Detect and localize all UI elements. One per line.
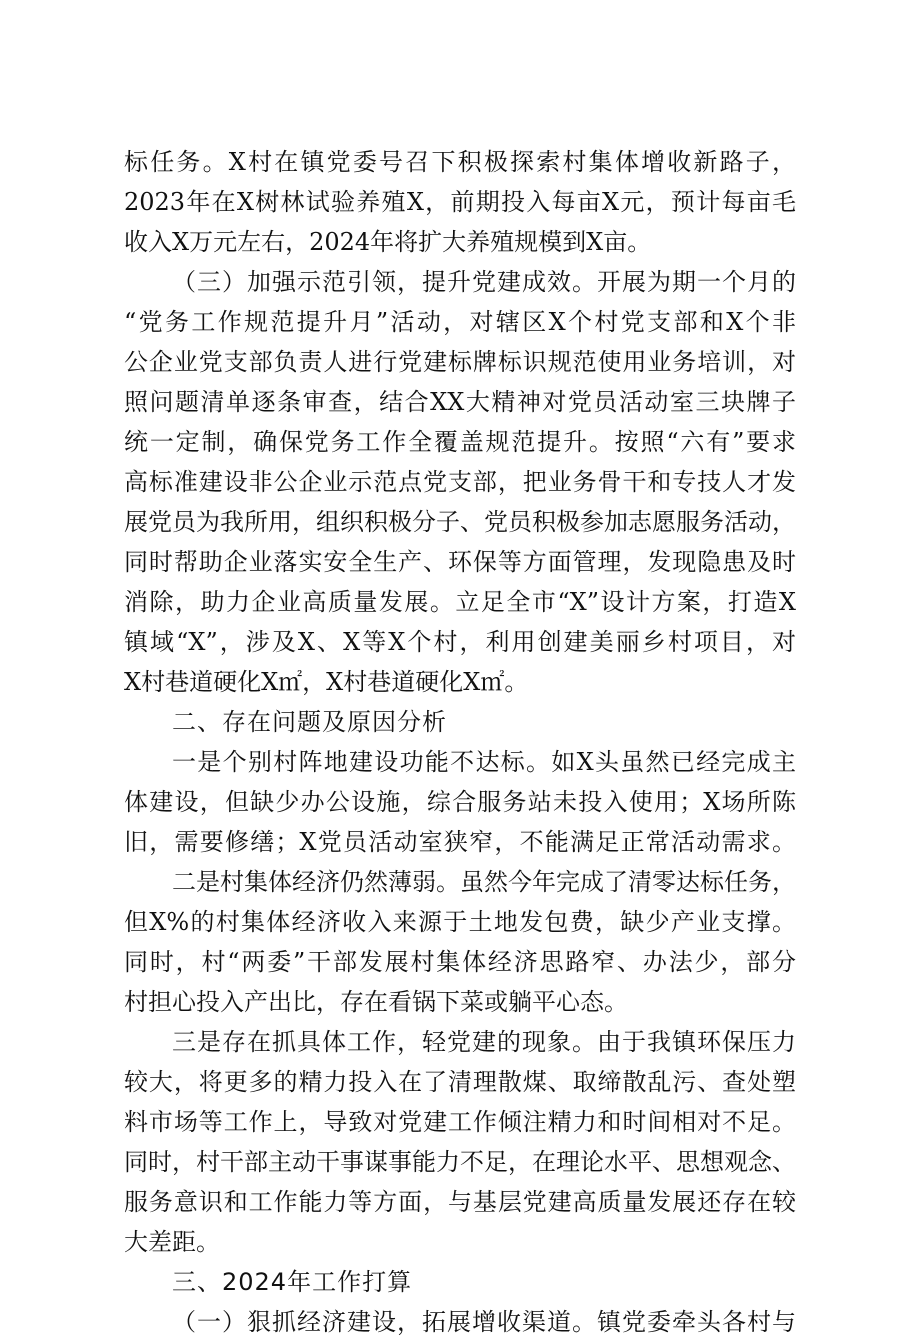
text-line: 收入X万元左右，2024年将扩大养殖规模到X亩。 xyxy=(124,228,652,256)
text-line: 较大，将更多的精力投入在了清理散煤、取缔散乱污、查处塑 xyxy=(124,1068,796,1096)
text-line: （三）加强示范引领，提升党建成效。开展为期一个月的 xyxy=(172,268,796,296)
text-line: 消除，助力企业高质量发展。立足全市“X”设计方案，打造X xyxy=(124,588,796,616)
text-line: （一）狠抓经济建设，拓展增收渠道。镇党委牵头各村与 xyxy=(172,1308,796,1336)
text-line: 镇域“X”，涉及X、X等X个村，利用创建美丽乡村项目，对 xyxy=(124,628,796,656)
section-heading: 二、存在问题及原因分析 xyxy=(172,708,447,736)
text-line: 高标准建设非公企业示范点党支部，把业务骨干和专技人才发 xyxy=(124,468,796,496)
text-line: 三是存在抓具体工作，轻党建的现象。由于我镇环保压力 xyxy=(172,1028,796,1056)
text-line: 统一定制，确保党务工作全覆盖规范提升。按照“六有”要求 xyxy=(124,428,796,456)
text-line: 村担心投入产出比，存在看锅下菜或躺平心态。 xyxy=(124,988,628,1016)
text-line: 服务意识和工作能力等方面，与基层党建高质量发展还存在较 xyxy=(124,1188,796,1216)
text-line: X村巷道硬化X㎡，X村巷道硬化X㎡。 xyxy=(124,668,529,696)
text-line: 照问题清单逐条审查，结合XX大精神对党员活动室三块牌子 xyxy=(124,388,796,416)
text-line: 体建设，但缺少办公设施，综合服务站未投入使用；X场所陈 xyxy=(124,788,796,816)
text-line: 同时，村“两委”干部发展村集体经济思路窄、办法少，部分 xyxy=(124,948,796,976)
text-line: 旧，需要修缮；X党员活动室狭窄，不能满足正常活动需求。 xyxy=(124,828,796,856)
text-line: 但X%的村集体经济收入来源于土地发包费，缺少产业支撑。 xyxy=(124,908,796,936)
text-line: “党务工作规范提升月”活动，对辖区X个村党支部和X个非 xyxy=(124,308,796,336)
text-line: 同时帮助企业落实安全生产、环保等方面管理，发现隐患及时 xyxy=(124,548,796,576)
text-line: 大差距。 xyxy=(124,1228,220,1256)
text-line: 2023年在X树林试验养殖X，前期投入每亩X元，预计每亩毛 xyxy=(124,188,796,216)
document-page xyxy=(124,142,796,1342)
text-line: 二是村集体经济仍然薄弱。虽然今年完成了清零达标任务， xyxy=(172,868,796,896)
text-line: 展党员为我所用，组织积极分子、党员积极参加志愿服务活动， xyxy=(124,508,796,536)
text-line: 一是个别村阵地建设功能不达标。如X头虽然已经完成主 xyxy=(172,748,796,776)
text-line: 标任务。X村在镇党委号召下积极探索村集体增收新路子， xyxy=(124,148,796,176)
text-line: 公企业党支部负责人进行党建标牌标识规范使用业务培训，对 xyxy=(124,348,796,376)
section-heading: 三、2024年工作打算 xyxy=(172,1268,413,1296)
text-line: 料市场等工作上，导致对党建工作倾注精力和时间相对不足。 xyxy=(124,1108,796,1136)
text-line: 同时，村干部主动干事谋事能力不足，在理论水平、思想观念、 xyxy=(124,1148,796,1176)
